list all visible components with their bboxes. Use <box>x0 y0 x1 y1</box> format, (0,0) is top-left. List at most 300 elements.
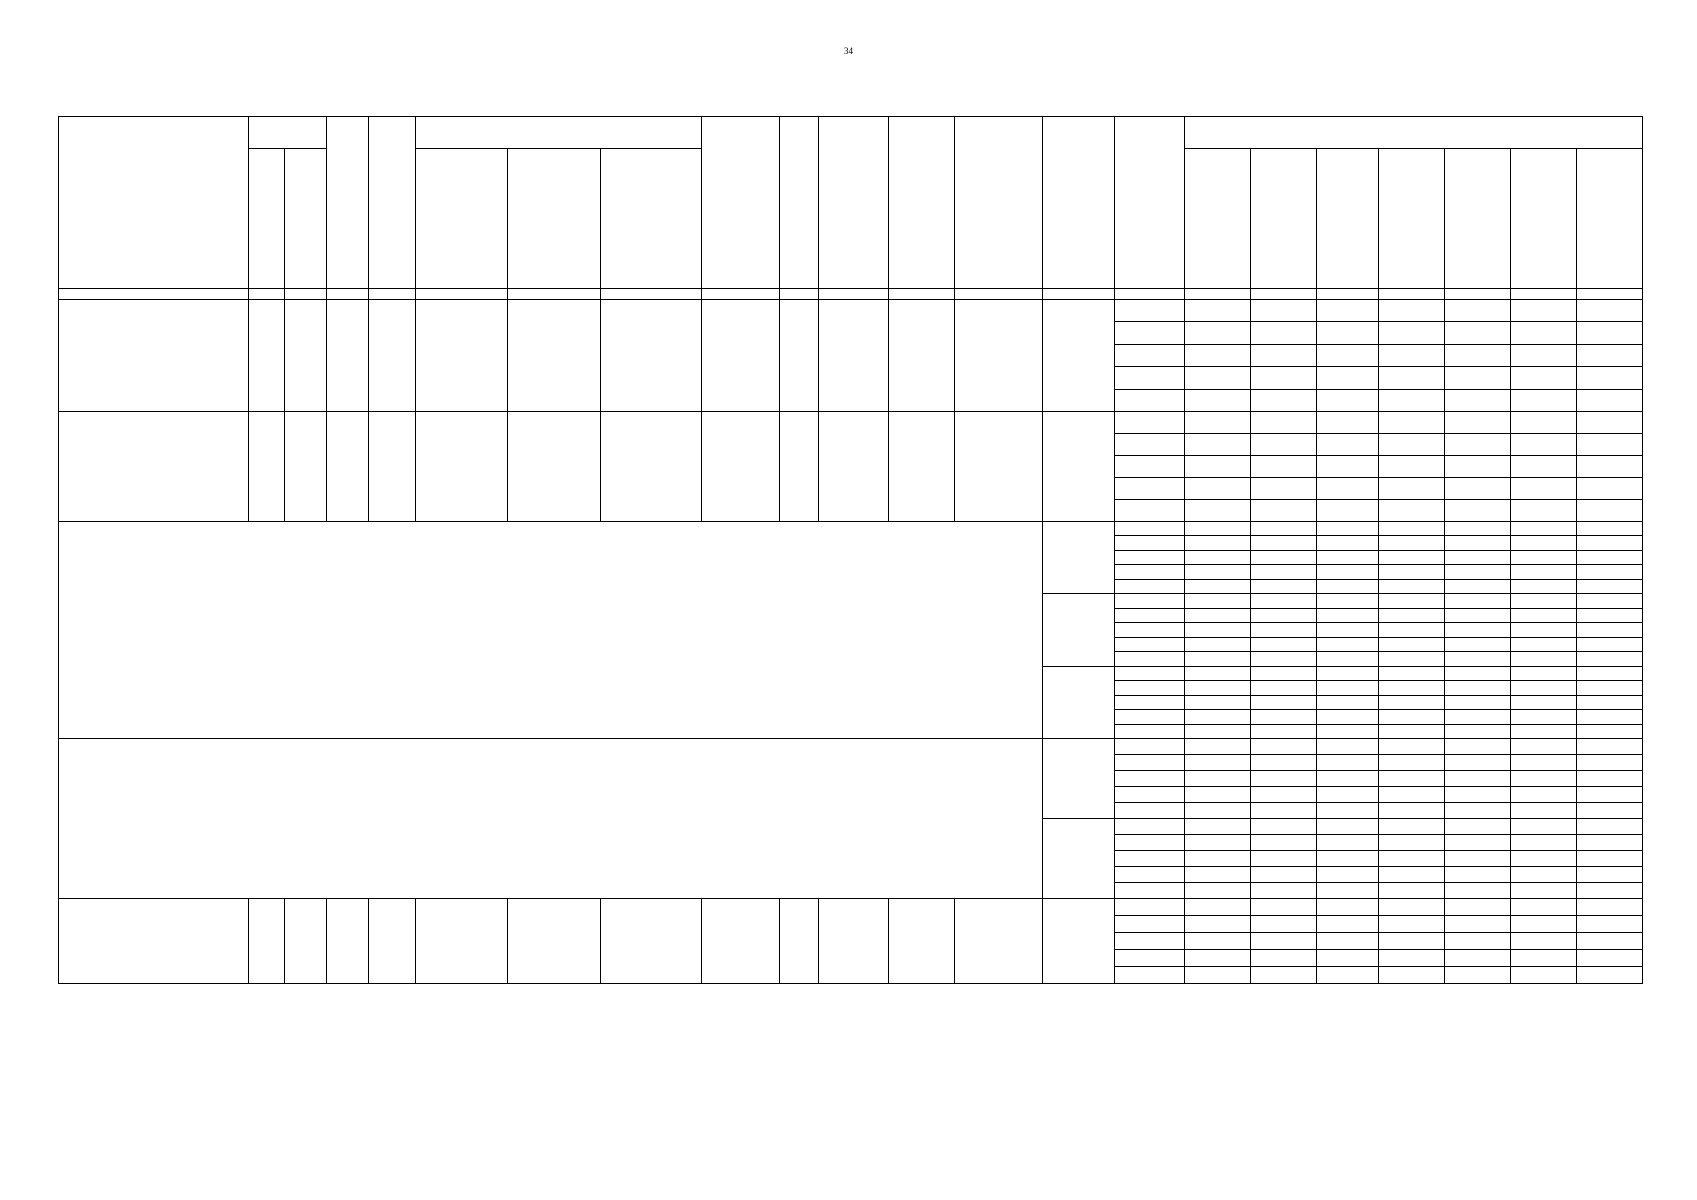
amount-cell <box>1185 755 1251 771</box>
amount-cell <box>1185 565 1251 580</box>
amount-cell <box>1577 579 1643 594</box>
header-year <box>1317 149 1379 289</box>
amount-cell <box>1445 477 1511 499</box>
amount-cell <box>1577 652 1643 667</box>
table-row <box>59 117 1643 149</box>
amount-cell <box>1185 637 1251 652</box>
amount-cell <box>1379 594 1445 609</box>
amount-cell <box>1317 300 1379 322</box>
amount-cell <box>1445 433 1511 455</box>
source-cell <box>1115 916 1185 933</box>
amount-cell <box>1379 637 1445 652</box>
table-row <box>59 739 1643 755</box>
object-est <box>819 300 889 412</box>
amount-cell <box>1185 771 1251 787</box>
object-muni <box>955 899 1043 984</box>
amount-cell <box>1511 594 1577 609</box>
column-number <box>285 289 327 300</box>
amount-cell <box>1251 455 1317 477</box>
column-number <box>416 289 508 300</box>
object-own <box>780 899 819 984</box>
column-number <box>702 289 780 300</box>
amount-cell <box>1185 916 1251 933</box>
amount-cell <box>1379 579 1445 594</box>
object-plan <box>369 411 416 521</box>
column-number <box>780 289 819 300</box>
amount-cell <box>1445 367 1511 389</box>
amount-cell <box>1379 433 1445 455</box>
amount-cell <box>1577 899 1643 916</box>
amount-cell <box>1445 803 1511 819</box>
header-executor <box>1043 117 1115 289</box>
amount-cell <box>1317 652 1379 667</box>
object-rem <box>889 899 955 984</box>
source-cell <box>1115 499 1185 521</box>
amount-cell <box>1577 787 1643 803</box>
object-cost-exp <box>508 411 601 521</box>
header-plan-period <box>369 117 416 289</box>
source-cell <box>1115 695 1185 710</box>
amount-cell <box>1577 967 1643 984</box>
group-executor <box>1043 666 1115 739</box>
amount-cell <box>1251 867 1317 883</box>
amount-cell <box>1445 608 1511 623</box>
amount-cell <box>1511 637 1577 652</box>
amount-cell <box>1185 724 1251 739</box>
object-approval <box>601 300 702 412</box>
source-cell <box>1115 608 1185 623</box>
amount-cell <box>1251 344 1317 366</box>
object-est <box>819 899 889 984</box>
amount-cell <box>1379 771 1445 787</box>
amount-cell <box>1379 933 1445 950</box>
amount-cell <box>1185 536 1251 551</box>
amount-cell <box>1185 579 1251 594</box>
object-unit <box>249 899 285 984</box>
amount-cell <box>1511 499 1577 521</box>
amount-cell <box>1577 322 1643 344</box>
amount-cell <box>1379 623 1445 638</box>
amount-cell <box>1511 803 1577 819</box>
amount-cell <box>1511 819 1577 835</box>
amount-cell <box>1379 835 1445 851</box>
amount-cell <box>1185 389 1251 411</box>
amount-cell <box>1577 300 1643 322</box>
amount-cell <box>1317 819 1379 835</box>
amount-cell <box>1317 883 1379 899</box>
amount-cell <box>1511 851 1577 867</box>
amount-cell <box>1577 367 1643 389</box>
header-year <box>1577 149 1643 289</box>
amount-cell <box>1577 411 1643 433</box>
amount-cell <box>1577 771 1643 787</box>
amount-cell <box>1511 521 1577 536</box>
amount-cell <box>1251 695 1317 710</box>
source-cell <box>1115 433 1185 455</box>
amount-cell <box>1317 499 1379 521</box>
amount-cell <box>1251 710 1317 725</box>
amount-cell <box>1251 681 1317 696</box>
amount-cell <box>1185 652 1251 667</box>
amount-cell <box>1379 681 1445 696</box>
object-executor <box>1043 899 1115 984</box>
amount-cell <box>1251 367 1317 389</box>
column-number <box>1115 289 1185 300</box>
amount-cell <box>1511 950 1577 967</box>
source-cell <box>1115 883 1185 899</box>
amount-cell <box>1577 883 1643 899</box>
amount-cell <box>1577 433 1643 455</box>
amount-cell <box>1251 803 1317 819</box>
amount-cell <box>1511 550 1577 565</box>
amount-cell <box>1445 787 1511 803</box>
header-value <box>285 149 327 289</box>
column-number <box>889 289 955 300</box>
amount-cell <box>1251 724 1317 739</box>
source-cell <box>1115 367 1185 389</box>
amount-cell <box>1511 899 1577 916</box>
amount-cell <box>1251 389 1317 411</box>
header-psd-info <box>416 117 702 149</box>
header-financing <box>1185 117 1643 149</box>
amount-cell <box>1379 819 1445 835</box>
amount-cell <box>1577 835 1643 851</box>
amount-cell <box>1511 652 1577 667</box>
amount-cell <box>1185 710 1251 725</box>
amount-cell <box>1577 819 1643 835</box>
amount-cell <box>1577 916 1643 933</box>
amount-cell <box>1317 933 1379 950</box>
amount-cell <box>1251 883 1317 899</box>
amount-cell <box>1251 950 1317 967</box>
amount-cell <box>1379 521 1445 536</box>
amount-cell <box>1379 803 1445 819</box>
header-year <box>1251 149 1317 289</box>
amount-cell <box>1379 367 1445 389</box>
object-cost-exp <box>508 899 601 984</box>
amount-cell <box>1379 322 1445 344</box>
amount-cell <box>1317 344 1379 366</box>
regional-project-name <box>59 521 1043 739</box>
group-executor <box>1043 521 1115 594</box>
amount-cell <box>1445 389 1511 411</box>
column-number <box>1379 289 1445 300</box>
amount-cell <box>1317 724 1379 739</box>
source-cell <box>1115 521 1185 536</box>
amount-cell <box>1511 835 1577 851</box>
amount-cell <box>1445 755 1511 771</box>
column-number <box>819 289 889 300</box>
amount-cell <box>1185 608 1251 623</box>
amount-cell <box>1317 477 1379 499</box>
column-number <box>1317 289 1379 300</box>
header-work-type <box>702 117 780 289</box>
source-cell <box>1115 344 1185 366</box>
amount-cell <box>1185 666 1251 681</box>
amount-cell <box>1445 695 1511 710</box>
object-plan <box>369 300 416 412</box>
amount-cell <box>1511 933 1577 950</box>
amount-cell <box>1379 300 1445 322</box>
source-cell <box>1115 771 1185 787</box>
object-plan <box>369 899 416 984</box>
header-ownership <box>780 117 819 289</box>
amount-cell <box>1379 666 1445 681</box>
object-start <box>327 899 369 984</box>
amount-cell <box>1317 594 1379 609</box>
amount-cell <box>1185 967 1251 984</box>
amount-cell <box>1511 771 1577 787</box>
source-cell <box>1115 835 1185 851</box>
amount-cell <box>1317 950 1379 967</box>
column-number <box>327 289 369 300</box>
amount-cell <box>1445 637 1511 652</box>
object-approval <box>601 899 702 984</box>
amount-cell <box>1445 883 1511 899</box>
source-cell <box>1115 579 1185 594</box>
source-cell <box>1115 477 1185 499</box>
amount-cell <box>1445 666 1511 681</box>
amount-cell <box>1251 608 1317 623</box>
header-year <box>1379 149 1445 289</box>
amount-cell <box>1185 787 1251 803</box>
amount-cell <box>1511 389 1577 411</box>
table-row <box>59 521 1643 536</box>
amount-cell <box>1445 899 1511 916</box>
amount-cell <box>1317 666 1379 681</box>
amount-cell <box>1445 623 1511 638</box>
amount-cell <box>1185 739 1251 755</box>
object-own <box>780 300 819 412</box>
amount-cell <box>1379 550 1445 565</box>
amount-cell <box>1577 608 1643 623</box>
group-executor <box>1043 819 1115 899</box>
amount-cell <box>1511 787 1577 803</box>
header-year <box>1445 149 1511 289</box>
amount-cell <box>1577 867 1643 883</box>
amount-cell <box>1251 967 1317 984</box>
column-number <box>1511 289 1577 300</box>
page-number: 34 <box>844 46 853 56</box>
amount-cell <box>1185 411 1251 433</box>
amount-cell <box>1379 867 1445 883</box>
column-number <box>955 289 1043 300</box>
amount-cell <box>1445 652 1511 667</box>
amount-cell <box>1379 499 1445 521</box>
source-cell <box>1115 565 1185 580</box>
object-unit <box>249 300 285 412</box>
source-cell <box>1115 933 1185 950</box>
amount-cell <box>1511 367 1577 389</box>
amount-cell <box>1511 710 1577 725</box>
amount-cell <box>1251 579 1317 594</box>
amount-cell <box>1317 710 1379 725</box>
amount-cell <box>1577 710 1643 725</box>
column-number <box>1445 289 1511 300</box>
amount-cell <box>1445 455 1511 477</box>
construction-name <box>59 739 1043 899</box>
amount-cell <box>1185 835 1251 851</box>
amount-cell <box>1185 933 1251 950</box>
amount-cell <box>1185 433 1251 455</box>
amount-cell <box>1317 867 1379 883</box>
amount-cell <box>1379 608 1445 623</box>
amount-cell <box>1379 344 1445 366</box>
amount-cell <box>1577 637 1643 652</box>
object-approval <box>601 411 702 521</box>
object-muni <box>955 300 1043 412</box>
column-number <box>1251 289 1317 300</box>
amount-cell <box>1379 883 1445 899</box>
amount-cell <box>1317 637 1379 652</box>
header-sources <box>1115 117 1185 289</box>
amount-cell <box>1577 724 1643 739</box>
source-cell <box>1115 455 1185 477</box>
amount-cell <box>1577 499 1643 521</box>
amount-cell <box>1317 433 1379 455</box>
amount-cell <box>1511 681 1577 696</box>
source-cell <box>1115 411 1185 433</box>
column-number <box>508 289 601 300</box>
source-cell <box>1115 787 1185 803</box>
table-row <box>59 899 1643 916</box>
amount-cell <box>1185 819 1251 835</box>
amount-cell <box>1577 594 1643 609</box>
amount-cell <box>1445 536 1511 551</box>
amount-cell <box>1185 550 1251 565</box>
object-work <box>702 411 780 521</box>
amount-cell <box>1185 681 1251 696</box>
column-number <box>601 289 702 300</box>
header-start-year <box>327 117 369 289</box>
object-work <box>702 300 780 412</box>
amount-cell <box>1577 695 1643 710</box>
amount-cell <box>1251 933 1317 950</box>
amount-cell <box>1317 411 1379 433</box>
source-cell <box>1115 300 1185 322</box>
group-executor <box>1043 739 1115 819</box>
amount-cell <box>1379 411 1445 433</box>
header-name <box>59 117 249 289</box>
object-muni <box>955 411 1043 521</box>
amount-cell <box>1317 536 1379 551</box>
amount-cell <box>1317 739 1379 755</box>
amount-cell <box>1511 916 1577 933</box>
amount-cell <box>1317 899 1379 916</box>
object-name <box>59 899 249 984</box>
amount-cell <box>1379 536 1445 551</box>
source-cell <box>1115 666 1185 681</box>
amount-cell <box>1511 536 1577 551</box>
amount-cell <box>1577 681 1643 696</box>
amount-cell <box>1185 455 1251 477</box>
amount-cell <box>1251 521 1317 536</box>
amount-cell <box>1251 652 1317 667</box>
object-rem <box>889 411 955 521</box>
amount-cell <box>1445 594 1511 609</box>
amount-cell <box>1317 835 1379 851</box>
amount-cell <box>1251 300 1317 322</box>
column-number <box>1043 289 1115 300</box>
amount-cell <box>1511 579 1577 594</box>
source-cell <box>1115 710 1185 725</box>
amount-cell <box>1185 344 1251 366</box>
amount-cell <box>1445 851 1511 867</box>
amount-cell <box>1251 835 1317 851</box>
amount-cell <box>1379 916 1445 933</box>
amount-cell <box>1577 755 1643 771</box>
header-capacity <box>249 117 327 149</box>
amount-cell <box>1185 883 1251 899</box>
amount-cell <box>1185 867 1251 883</box>
amount-cell <box>1251 550 1317 565</box>
amount-cell <box>1317 967 1379 984</box>
object-value <box>285 411 327 521</box>
amount-cell <box>1511 322 1577 344</box>
amount-cell <box>1251 916 1317 933</box>
header-cost-expertise <box>508 149 601 289</box>
amount-cell <box>1577 455 1643 477</box>
amount-cell <box>1511 344 1577 366</box>
amount-cell <box>1251 787 1317 803</box>
amount-cell <box>1185 594 1251 609</box>
amount-cell <box>1251 594 1317 609</box>
amount-cell <box>1185 300 1251 322</box>
amount-cell <box>1317 916 1379 933</box>
object-name <box>59 411 249 521</box>
source-cell <box>1115 637 1185 652</box>
amount-cell <box>1317 755 1379 771</box>
amount-cell <box>1317 550 1379 565</box>
amount-cell <box>1511 724 1577 739</box>
amount-cell <box>1511 867 1577 883</box>
amount-cell <box>1251 565 1317 580</box>
amount-cell <box>1577 477 1643 499</box>
source-cell <box>1115 867 1185 883</box>
amount-cell <box>1251 433 1317 455</box>
amount-cell <box>1379 787 1445 803</box>
amount-cell <box>1317 623 1379 638</box>
object-start <box>327 300 369 412</box>
header-year <box>1511 149 1577 289</box>
amount-cell <box>1251 536 1317 551</box>
group-executor <box>1043 594 1115 667</box>
amount-cell <box>1577 389 1643 411</box>
amount-cell <box>1379 565 1445 580</box>
object-psd <box>416 300 508 412</box>
amount-cell <box>1445 819 1511 835</box>
amount-cell <box>1379 695 1445 710</box>
source-cell <box>1115 803 1185 819</box>
amount-cell <box>1511 477 1577 499</box>
amount-cell <box>1445 550 1511 565</box>
amount-cell <box>1577 550 1643 565</box>
amount-cell <box>1251 819 1317 835</box>
header-psd-approval <box>601 149 702 289</box>
amount-cell <box>1251 499 1317 521</box>
amount-cell <box>1577 521 1643 536</box>
column-number <box>59 289 249 300</box>
amount-cell <box>1511 433 1577 455</box>
amount-cell <box>1317 851 1379 867</box>
amount-cell <box>1379 724 1445 739</box>
amount-cell <box>1251 771 1317 787</box>
amount-cell <box>1445 771 1511 787</box>
amount-cell <box>1379 967 1445 984</box>
amount-cell <box>1445 499 1511 521</box>
amount-cell <box>1577 536 1643 551</box>
amount-cell <box>1577 803 1643 819</box>
